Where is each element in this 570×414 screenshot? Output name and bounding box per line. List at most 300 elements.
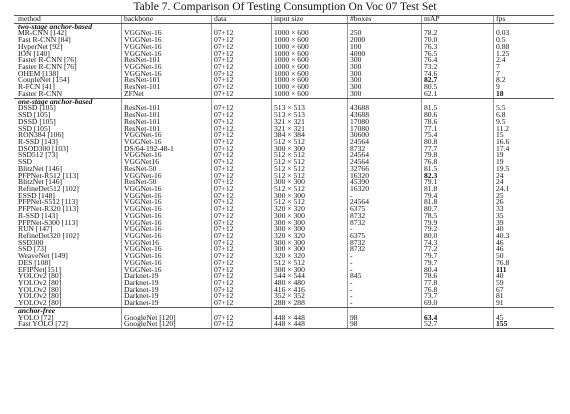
cell-boxes: - bbox=[350, 291, 353, 301]
cell-backbone: ResNet-101 bbox=[124, 110, 161, 120]
cell-data: 07+12 bbox=[214, 237, 234, 247]
cell-method: RefineDet512 [102] bbox=[18, 183, 79, 193]
cell-method: SSD512 [73] bbox=[18, 150, 58, 160]
cell-fps: 8.2 bbox=[496, 75, 506, 85]
cell-fps: 39 bbox=[496, 217, 504, 227]
cell-data: 07+12 bbox=[214, 291, 234, 301]
cell-data: 07+12 bbox=[214, 82, 234, 92]
cell-backbone: VGGNet-16 bbox=[124, 257, 162, 267]
cell-fps: 0.5 bbox=[496, 35, 506, 45]
cell-fps: 11.2 bbox=[496, 123, 510, 133]
cell-data: 07+12 bbox=[214, 150, 234, 160]
column-header-data: data bbox=[214, 14, 227, 23]
group-title: one-stage anchor-based bbox=[18, 96, 93, 106]
cell-boxes: 300 bbox=[350, 75, 362, 85]
cell-backbone: ResNet-101 bbox=[124, 116, 161, 126]
cell-data: 07+12 bbox=[214, 170, 234, 180]
cell-data: 07+12 bbox=[214, 123, 234, 133]
comparison-table bbox=[14, 15, 554, 329]
cell-input-size: 1000 × 600 bbox=[274, 82, 309, 92]
table-row bbox=[14, 300, 554, 307]
cell-method: RON384 [106] bbox=[18, 130, 64, 140]
cell-method: YOLOv2 [80] bbox=[18, 284, 62, 294]
cell-method: PFPNet-S300 [113] bbox=[18, 217, 78, 227]
cell-input-size: 448 × 448 bbox=[274, 312, 305, 322]
cell-input-size: 1000 × 600 bbox=[274, 48, 309, 58]
cell-backbone: VGGNet-16 bbox=[124, 217, 162, 227]
cell-input-size: 512 × 512 bbox=[274, 257, 305, 267]
cell-map: 80.6 bbox=[424, 110, 438, 120]
cell-boxes: 100 bbox=[350, 41, 362, 51]
cell-data: 07+12 bbox=[214, 217, 234, 227]
cell-data: 07+12 bbox=[214, 163, 234, 173]
cell-input-size: 321 × 321 bbox=[274, 123, 305, 133]
cell-method: DSSD [105] bbox=[18, 116, 56, 126]
cell-data: 07+12 bbox=[214, 278, 234, 288]
cell-map: 76.8 bbox=[424, 284, 438, 294]
cell-data: 07+12 bbox=[214, 62, 234, 72]
cell-map: 79.2 bbox=[424, 224, 438, 234]
cell-boxes: 43688 bbox=[350, 110, 369, 120]
cell-data: 07+12 bbox=[214, 312, 234, 322]
column-header-backbone: backbone bbox=[124, 14, 154, 23]
cell-input-size: 513 × 513 bbox=[274, 110, 305, 120]
cell-backbone: DS/64-192-48-1 bbox=[124, 143, 174, 153]
cell-map: 77.8 bbox=[424, 278, 438, 288]
cell-boxes: 24564 bbox=[350, 197, 369, 207]
cell-backbone: VGGNet-16 bbox=[124, 210, 162, 220]
cell-fps: 0.03 bbox=[496, 28, 510, 38]
cell-fps: 81 bbox=[496, 291, 504, 301]
cell-map: 73.2 bbox=[424, 62, 438, 72]
cell-map: 80.7 bbox=[424, 204, 438, 214]
cell-method: EFIPNet[151] bbox=[18, 264, 62, 274]
cell-backbone: VGGNet16 bbox=[124, 157, 160, 167]
cell-data: 07+12 bbox=[214, 271, 234, 281]
cell-backbone: VGGNet-16 bbox=[124, 170, 162, 180]
cell-map: 80.8 bbox=[424, 136, 438, 146]
cell-input-size: 1000 × 600 bbox=[274, 68, 309, 78]
group-title: two-stage anchor-based bbox=[18, 21, 93, 31]
cell-fps: 76.8 bbox=[496, 257, 510, 267]
cell-boxes: 43688 bbox=[350, 103, 369, 113]
cell-method: RefineDet320 [102] bbox=[18, 231, 79, 240]
cell-map: 82.7 bbox=[424, 75, 438, 85]
cell-data: 07+12 bbox=[214, 190, 234, 200]
cell-backbone: Darknet-19 bbox=[124, 291, 159, 301]
cell-data: 07+12 bbox=[214, 48, 234, 58]
cell-fps: 46 bbox=[496, 237, 504, 247]
cell-boxes: 845 bbox=[350, 271, 362, 281]
cell-input-size: 1000 × 600 bbox=[274, 41, 309, 51]
cell-map: 76.8 bbox=[424, 157, 438, 167]
cell-fps: 19 bbox=[496, 157, 504, 167]
cell-data: 07+12 bbox=[214, 55, 234, 65]
cell-input-size: 1000 × 600 bbox=[274, 35, 309, 45]
cell-backbone: ResNet-101 bbox=[124, 75, 161, 85]
cell-fps: 24 bbox=[496, 170, 504, 180]
cell-map: 74.6 bbox=[424, 68, 438, 78]
cell-data: 07+12 bbox=[214, 257, 234, 267]
cell-map: 80.4 bbox=[424, 264, 438, 274]
cell-method: YOLO [72] bbox=[18, 312, 54, 322]
cell-input-size: 300 × 300 bbox=[274, 237, 305, 247]
cell-input-size: 300 × 300 bbox=[274, 224, 305, 234]
cell-boxes: 300 bbox=[350, 82, 362, 92]
group-title: anchor-free bbox=[18, 305, 56, 315]
cell-map: 79.7 bbox=[424, 251, 438, 261]
cell-map: 78.5 bbox=[424, 210, 438, 220]
cell-map: 74.3 bbox=[424, 237, 438, 247]
cell-input-size: 320 × 320 bbox=[274, 231, 305, 240]
cell-input-size: 1000 × 600 bbox=[274, 62, 309, 72]
column-header-input-size: input size bbox=[274, 14, 304, 23]
cell-map: 77.1 bbox=[424, 123, 438, 133]
cell-map: 63.4 bbox=[424, 312, 438, 322]
cell-boxes: 8732 bbox=[350, 210, 366, 220]
cell-map: 82.3 bbox=[424, 170, 438, 180]
cell-backbone: VGGNet-16 bbox=[124, 190, 162, 200]
cell-method: DSOD300 [103] bbox=[18, 143, 69, 153]
cell-method: WeaveNet [149] bbox=[18, 251, 68, 261]
cell-method: SSD [73] bbox=[18, 244, 47, 254]
cell-input-size: 288 × 288 bbox=[274, 298, 305, 308]
cell-input-size: 300 × 300 bbox=[274, 264, 305, 274]
cell-method: PFPNet-R320 [113] bbox=[18, 204, 79, 214]
cell-input-size: 512 × 512 bbox=[274, 150, 305, 160]
cell-input-size: 300 × 300 bbox=[274, 177, 305, 187]
cell-boxes: - bbox=[350, 224, 353, 234]
cell-fps: 18 bbox=[496, 88, 504, 98]
cell-method: ESSD [148] bbox=[18, 190, 55, 200]
cell-data: 07+12 bbox=[214, 130, 234, 140]
cell-boxes: 24564 bbox=[350, 157, 369, 167]
cell-data: 07+12 bbox=[214, 244, 234, 254]
cell-fps: 50 bbox=[496, 251, 504, 261]
cell-data: 07+12 bbox=[214, 116, 234, 126]
cell-input-size: 1000 × 600 bbox=[274, 88, 309, 98]
cell-method: Fast YOLO [72] bbox=[18, 319, 68, 329]
cell-fps: 25 bbox=[496, 190, 504, 200]
cell-fps: 35 bbox=[496, 210, 504, 220]
cell-fps: 67 bbox=[496, 284, 504, 294]
cell-data: 07+12 bbox=[214, 41, 234, 51]
column-header-fps: fps bbox=[496, 14, 506, 23]
cell-fps: 19 bbox=[496, 150, 504, 160]
cell-backbone: Darknet-19 bbox=[124, 298, 159, 308]
cell-map: 81.8 bbox=[424, 197, 438, 207]
cell-data: 07+12 bbox=[214, 264, 234, 274]
cell-boxes: 8732 bbox=[350, 244, 366, 254]
cell-map: 77.7 bbox=[424, 143, 438, 153]
cell-input-size: 512 × 512 bbox=[274, 197, 305, 207]
cell-method: SSD [105] bbox=[18, 123, 51, 133]
cell-fps: 15 bbox=[496, 130, 504, 140]
cell-map: 77.2 bbox=[424, 244, 438, 254]
cell-backbone: VGGNet-16 bbox=[124, 251, 162, 261]
cell-fps: 59 bbox=[496, 278, 504, 288]
cell-boxes: 300 bbox=[350, 55, 362, 65]
cell-map: 79.8 bbox=[424, 150, 438, 160]
cell-boxes: 2000 bbox=[350, 35, 366, 45]
table-row bbox=[14, 321, 554, 328]
cell-backbone: VGGNet-16 bbox=[124, 28, 162, 38]
cell-backbone: VGGNet-16 bbox=[124, 35, 162, 45]
cell-method: Faster R-CNN [76] bbox=[18, 62, 77, 72]
cell-data: 07+12 bbox=[214, 75, 234, 85]
cell-boxes: - bbox=[350, 257, 353, 267]
cell-method: DSSD [105] bbox=[18, 103, 56, 113]
cell-fps: 17.4 bbox=[496, 143, 510, 153]
cell-map: 79.9 bbox=[424, 217, 438, 227]
cell-boxes: 8732 bbox=[350, 217, 366, 227]
cell-fps: 2.4 bbox=[496, 55, 506, 65]
cell-fps: 1.25 bbox=[496, 48, 510, 58]
cell-method: BlitzNet [146] bbox=[18, 163, 63, 173]
cell-data: 07+12 bbox=[214, 143, 234, 153]
cell-boxes: - bbox=[350, 298, 353, 308]
cell-method: DES [108] bbox=[18, 257, 51, 267]
cell-method: YOLOv2 [80] bbox=[18, 298, 62, 308]
cell-map: 52.7 bbox=[424, 319, 438, 329]
cell-map: 81.8 bbox=[424, 183, 438, 193]
cell-map: 79.4 bbox=[424, 190, 438, 200]
cell-input-size: 300 × 300 bbox=[274, 143, 305, 153]
cell-input-size: 512 × 512 bbox=[274, 136, 305, 146]
cell-backbone: ResNet-101 bbox=[124, 123, 161, 133]
cell-boxes: 4000 bbox=[350, 48, 366, 58]
cell-fps: 40 bbox=[496, 271, 504, 281]
cell-boxes: - bbox=[350, 284, 353, 294]
cell-fps: 9 bbox=[496, 82, 500, 92]
cell-input-size: 512 × 512 bbox=[274, 157, 305, 167]
cell-method: SSD300 bbox=[18, 237, 44, 247]
cell-boxes: 98 bbox=[350, 319, 358, 329]
cell-input-size: 300 × 300 bbox=[274, 190, 305, 200]
cell-input-size: 1000 × 600 bbox=[274, 75, 309, 85]
cell-data: 07+12 bbox=[214, 136, 234, 146]
cell-backbone: VGGNet16 bbox=[124, 237, 160, 247]
cell-input-size: 448 × 448 bbox=[274, 319, 305, 329]
cell-map: 79.7 bbox=[424, 257, 438, 267]
cell-data: 07+12 bbox=[214, 157, 234, 167]
cell-data: 07+12 bbox=[214, 183, 234, 193]
cell-map: 76.4 bbox=[424, 55, 438, 65]
cell-input-size: 544 × 544 bbox=[274, 271, 305, 281]
cell-data: 07+12 bbox=[214, 231, 234, 240]
cell-boxes: - bbox=[350, 251, 353, 261]
cell-boxes: 300 bbox=[350, 62, 362, 72]
cell-map: 75.4 bbox=[424, 130, 438, 140]
header-row bbox=[14, 16, 554, 24]
column-header-map: mAP bbox=[424, 14, 440, 23]
cell-backbone: VGGNet-16 bbox=[124, 150, 162, 160]
cell-boxes: 32766 bbox=[350, 163, 369, 173]
cell-fps: 46 bbox=[496, 244, 504, 254]
cell-method: ION [140] bbox=[18, 48, 50, 58]
cell-boxes: 24564 bbox=[350, 136, 369, 146]
cell-data: 07+12 bbox=[214, 110, 234, 120]
cell-map: 78.6 bbox=[424, 116, 438, 126]
cell-map: 81.5 bbox=[424, 163, 438, 173]
cell-fps: 26 bbox=[496, 197, 504, 207]
cell-backbone: VGGNet-16 bbox=[124, 130, 162, 140]
cell-method: Fast R-CNN [84] bbox=[18, 35, 71, 45]
cell-method: Faster R-CNN bbox=[18, 88, 63, 98]
cell-data: 07+12 bbox=[214, 177, 234, 187]
cell-input-size: 416 × 416 bbox=[274, 284, 305, 294]
cell-boxes: 17080 bbox=[350, 123, 369, 133]
cell-backbone: ResNet-50 bbox=[124, 177, 157, 187]
cell-method: R-SSD [143] bbox=[18, 210, 58, 220]
cell-backbone: VGGNet-16 bbox=[124, 224, 162, 234]
cell-backbone: VGGNet-16 bbox=[124, 136, 162, 146]
cell-fps: 91 bbox=[496, 298, 504, 308]
cell-backbone: ResNet-101 bbox=[124, 103, 161, 113]
cell-backbone: VGGNet-16 bbox=[124, 41, 162, 51]
cell-boxes: - bbox=[350, 278, 353, 288]
cell-map: 78.2 bbox=[424, 28, 438, 38]
cell-backbone: Darknet-19 bbox=[124, 284, 159, 294]
cell-boxes: - bbox=[350, 264, 353, 274]
cell-method: PFPNet-R512 [113] bbox=[18, 170, 79, 180]
cell-backbone: VGGNet-16 bbox=[124, 231, 162, 240]
cell-backbone: VGGNet-16 bbox=[124, 244, 162, 254]
cell-fps: 5.5 bbox=[496, 103, 506, 113]
cell-data: 07+12 bbox=[214, 197, 234, 207]
cell-fps: 0.88 bbox=[496, 41, 510, 51]
cell-data: 07+12 bbox=[214, 251, 234, 261]
cell-fps: 45 bbox=[496, 312, 504, 322]
cell-backbone: Darknet-19 bbox=[124, 271, 159, 281]
cell-method: HyperNet [92] bbox=[18, 41, 63, 51]
cell-data: 07+12 bbox=[214, 210, 234, 220]
cell-input-size: 320 × 320 bbox=[274, 251, 305, 261]
cell-boxes: 16320 bbox=[350, 183, 369, 193]
cell-backbone: VGGNet-16 bbox=[124, 204, 162, 214]
cell-data: 07+12 bbox=[214, 204, 234, 214]
cell-fps: 40.3 bbox=[496, 231, 510, 240]
cell-method: SSD [105] bbox=[18, 110, 51, 120]
cell-data: 07+12 bbox=[214, 224, 234, 234]
cell-method: RUN [147] bbox=[18, 224, 53, 234]
cell-fps: 6.8 bbox=[496, 110, 506, 120]
cell-map: 81.5 bbox=[424, 103, 438, 113]
cell-boxes: 24564 bbox=[350, 150, 369, 160]
cell-backbone: Darknet-19 bbox=[124, 278, 159, 288]
cell-boxes: 98 bbox=[350, 312, 358, 322]
table-caption: Table 7. Comparison Of Testing Consumption On Voc 07 Test Set bbox=[133, 1, 437, 13]
cell-boxes: 8732 bbox=[350, 143, 366, 153]
cell-map: 79.1 bbox=[424, 177, 438, 187]
cell-input-size: 512 × 512 bbox=[274, 163, 305, 173]
cell-method: YOLOv2 [80] bbox=[18, 291, 62, 301]
cell-map: 76.5 bbox=[424, 48, 438, 58]
cell-backbone: VGGNet-16 bbox=[124, 62, 162, 72]
cell-map: 70.0 bbox=[424, 35, 438, 45]
cell-fps: 7 bbox=[496, 68, 500, 78]
cell-boxes: 45390 bbox=[350, 177, 369, 187]
cell-map: 76.3 bbox=[424, 41, 438, 51]
cell-data: 07+12 bbox=[214, 103, 234, 113]
cell-backbone: VGGNet-16 bbox=[124, 197, 162, 207]
cell-data: 07+12 bbox=[214, 88, 234, 98]
cell-input-size: 300 × 300 bbox=[274, 217, 305, 227]
cell-data: 07+12 bbox=[214, 284, 234, 294]
cell-input-size: 480 × 480 bbox=[274, 278, 305, 288]
cell-fps: 7 bbox=[496, 62, 500, 72]
cell-boxes: 30600 bbox=[350, 130, 369, 140]
cell-input-size: 512 × 512 bbox=[274, 183, 305, 193]
cell-boxes: 6375 bbox=[350, 204, 366, 214]
cell-boxes: 250 bbox=[350, 28, 362, 38]
cell-boxes: 6375 bbox=[350, 231, 366, 240]
cell-input-size: 321 × 321 bbox=[274, 116, 305, 126]
cell-backbone: ResNet-101 bbox=[124, 82, 161, 92]
cell-method: MR-CNN [142] bbox=[18, 28, 67, 38]
cell-map: 73.7 bbox=[424, 291, 438, 301]
cell-fps: 24 bbox=[496, 177, 504, 187]
cell-method: R-SSD [143] bbox=[18, 136, 58, 146]
cell-fps: 155 bbox=[496, 319, 508, 329]
cell-input-size: 320 × 320 bbox=[274, 204, 305, 214]
cell-boxes: 300 bbox=[350, 68, 362, 78]
cell-backbone: ResNet-101 bbox=[124, 55, 161, 65]
cell-input-size: 352 × 352 bbox=[274, 291, 305, 301]
cell-data: 07+12 bbox=[214, 35, 234, 45]
cell-map: 78.6 bbox=[424, 271, 438, 281]
cell-fps: 33 bbox=[496, 204, 504, 214]
cell-backbone: VGGNet-16 bbox=[124, 48, 162, 58]
cell-backbone: VGGNet-16 bbox=[124, 183, 162, 193]
cell-method: OHEM [138] bbox=[18, 68, 59, 78]
cell-data: 07+12 bbox=[214, 319, 234, 329]
table-row bbox=[14, 88, 554, 98]
cell-backbone: GoogleNet [120] bbox=[124, 319, 176, 329]
cell-method: YOLOv2 [80] bbox=[18, 278, 62, 288]
cell-fps: 40 bbox=[496, 224, 504, 234]
cell-input-size: 384 × 384 bbox=[274, 130, 305, 140]
cell-backbone: ResNet-50 bbox=[124, 163, 157, 173]
cell-data: 07+12 bbox=[214, 298, 234, 308]
cell-fps: 111 bbox=[496, 264, 507, 274]
cell-boxes: 17080 bbox=[350, 116, 369, 126]
cell-input-size: 513 × 513 bbox=[274, 103, 305, 113]
cell-boxes: 8732 bbox=[350, 237, 366, 247]
cell-method: CoupleNet [154] bbox=[18, 75, 70, 85]
column-header-boxes: #boxes bbox=[350, 14, 372, 23]
cell-map: 80.5 bbox=[424, 82, 438, 92]
cell-input-size: 300 × 300 bbox=[274, 210, 305, 220]
cell-data: 07+12 bbox=[214, 68, 234, 78]
cell-data: 07+12 bbox=[214, 28, 234, 38]
cell-input-size: 1000 × 600 bbox=[274, 55, 309, 65]
cell-map: 62.1 bbox=[424, 88, 438, 98]
cell-method: BlitzNet [146] bbox=[18, 177, 63, 187]
cell-fps: 16.6 bbox=[496, 136, 510, 146]
cell-input-size: 300 × 300 bbox=[274, 244, 305, 254]
cell-input-size: 512 × 512 bbox=[274, 170, 305, 180]
cell-method: YOLOv2 [80] bbox=[18, 271, 62, 281]
cell-backbone: VGGNet-16 bbox=[124, 264, 162, 274]
cell-fps: 24.1 bbox=[496, 183, 510, 193]
cell-backbone: VGGNet-16 bbox=[124, 68, 162, 78]
cell-fps: 19.5 bbox=[496, 163, 510, 173]
cell-boxes: - bbox=[350, 190, 353, 200]
cell-boxes: 300 bbox=[350, 88, 362, 98]
cell-backbone: ZFNet bbox=[124, 88, 144, 98]
cell-method: PFPNet-S512 [113] bbox=[18, 197, 78, 207]
